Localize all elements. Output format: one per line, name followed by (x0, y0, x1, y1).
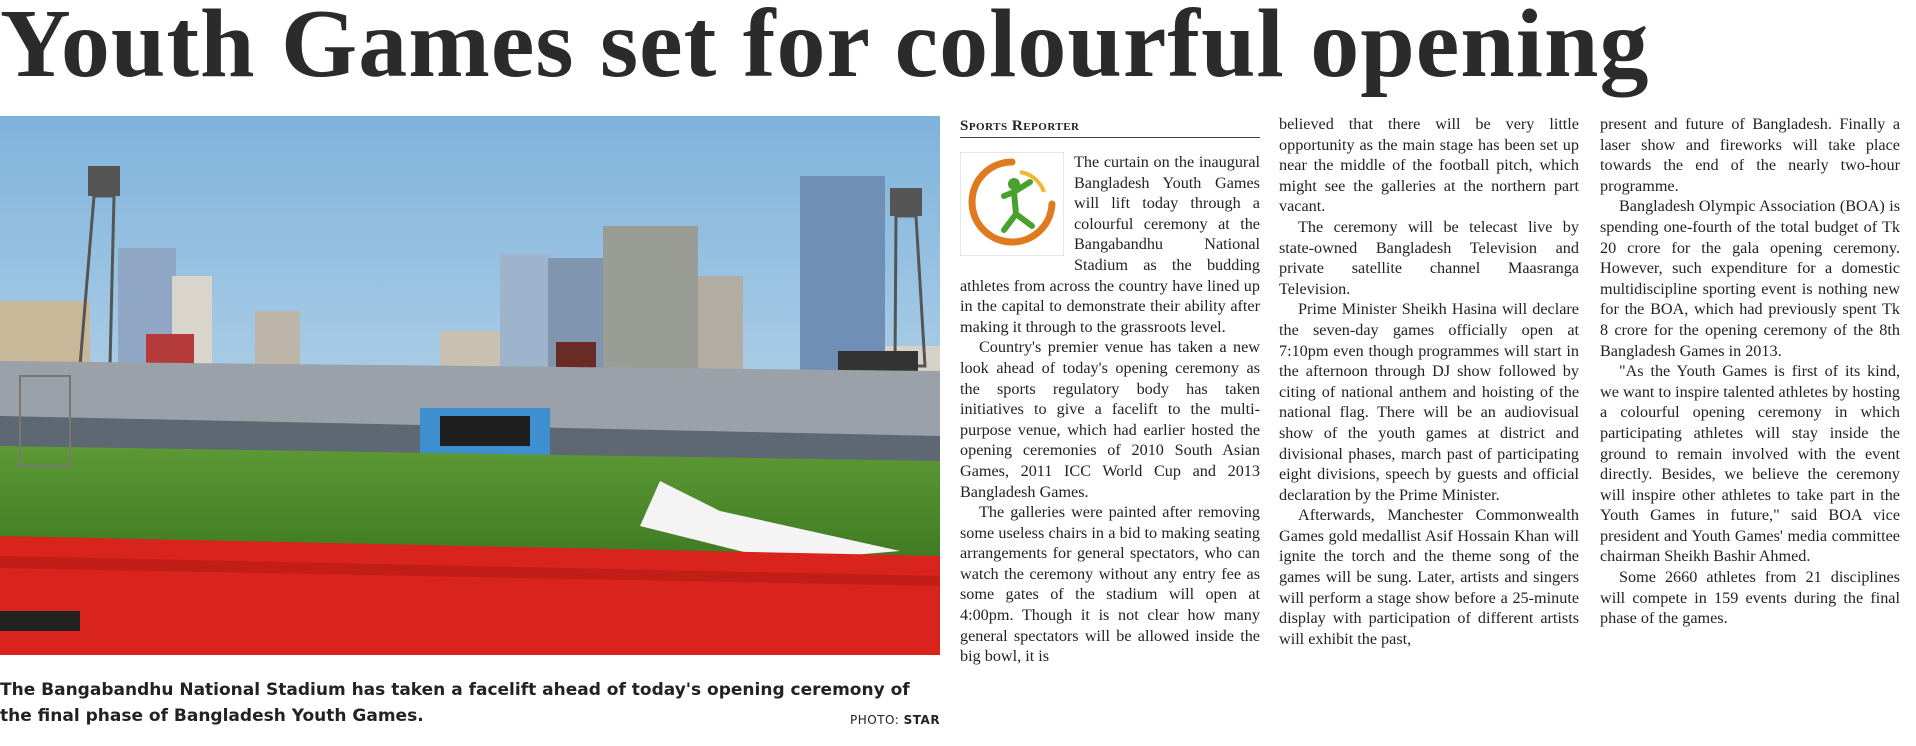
article-column-2 (1279, 114, 1579, 649)
article-paragraph: The curtain on the inaugural Bangladesh Youth Games will lift today through a colourful ceremony at the Bangabandhu National Stadium as the budding athletes from across the country have lined up in the capital to demonstrate their ability after making it through to the grassroots level. (960, 153, 1260, 336)
photo-caption: The Bangabandhu National Stadium has taken a facelift ahead of today's opening ceremony of the final phase of Bangladesh Youth Games. (0, 680, 910, 726)
article-paragraph: Afterwards, Manchester Commonwealth Games gold medallist Asif Hossain Khan will ignite the torch and the theme song of the games will be sung. Later, artists and singers will perform a stage show before a 25-minute display with participation of different artists will exhibit the past, (1279, 506, 1579, 648)
article-column-1 (960, 152, 1260, 667)
youth-games-logo (960, 152, 1064, 256)
article-paragraph: present and future of Bangladesh. Finally a laser show and fireworks will take place towards the end of the nearly two-hour programme. (1600, 115, 1900, 195)
article-paragraph: The ceremony will be telecast live by state-owned Bangladesh Television and private satellite channel Maasranga Television. (1279, 217, 1579, 298)
article-column-3 (1600, 114, 1900, 629)
photo-credit (850, 713, 940, 727)
article-paragraph: The galleries were painted after removing some useless chairs in a bid to making seating arrangements for general spectators, who can watch the ceremony without any entry fee as some gates of the stadium will open at 4:00pm. Though it is not clear how many general spectators will be allowed inside the big bowl, it is (960, 503, 1260, 666)
article-paragraph: Country's premier venue has taken a new look ahead of today's opening ceremony as the sports regulatory body has taken initiatives to give a facelift to the multi-purpose venue, which had earlier hosted the opening ceremonies of 2010 South Asian Games, 2011 ICC World Cup and 2013 Bangladesh Games. (960, 338, 1260, 501)
article-paragraph: Some 2660 athletes from 21 disciplines will compete in 159 events during the final phase of the games. (1600, 568, 1900, 628)
stadium-photo (0, 116, 940, 655)
stadium-illustration (0, 116, 940, 655)
byline: Sports Reporter (960, 118, 1260, 138)
article-paragraph: believed that there will be very little opportunity as the main stage has been set up near the middle of the football pitch, which might see the galleries at the northern part vacant. (1279, 115, 1579, 216)
photo-credit-source: STAR (903, 713, 941, 727)
headline: Youth Games set for colourful opening (0, 0, 1650, 98)
article-paragraph: Prime Minister Sheikh Hasina will declare the seven-day games officially open at 7:10pm even though programmes will start in the afternoon through DJ show followed by citing of national anthem and hoisting of the national flag. There will be an audiovisual show of the youth games at district and divisional phases, march past of participating eight divisions, speech by guests and official declaration by the Prime Minister. (1279, 300, 1579, 504)
article-paragraph: "As the Youth Games is first of its kind, we want to inspire talented athletes by hosting a colourful opening ceremony in which participating athletes will stay inside the ground to remain involved with the event directly. Besides, we believe the ceremony will inspire other athletes to take part in the Youth Games in future," said BOA vice president and Youth Games' media committee chairman Sheikh Bashir Ahmed. (1600, 362, 1900, 566)
photo-credit-label: PHOTO: (850, 713, 900, 727)
article-paragraph: Bangladesh Olympic Association (BOA) is spending one-fourth of the total budget of Tk 20 crore for the gala opening ceremony. However, such expenditure for a domestic multidiscipline sporting event is nothing new for the BOA, which had previously spent Tk 8 crore for the opening ceremony of the 8th Bangladesh Games in 2013. (1600, 197, 1900, 360)
